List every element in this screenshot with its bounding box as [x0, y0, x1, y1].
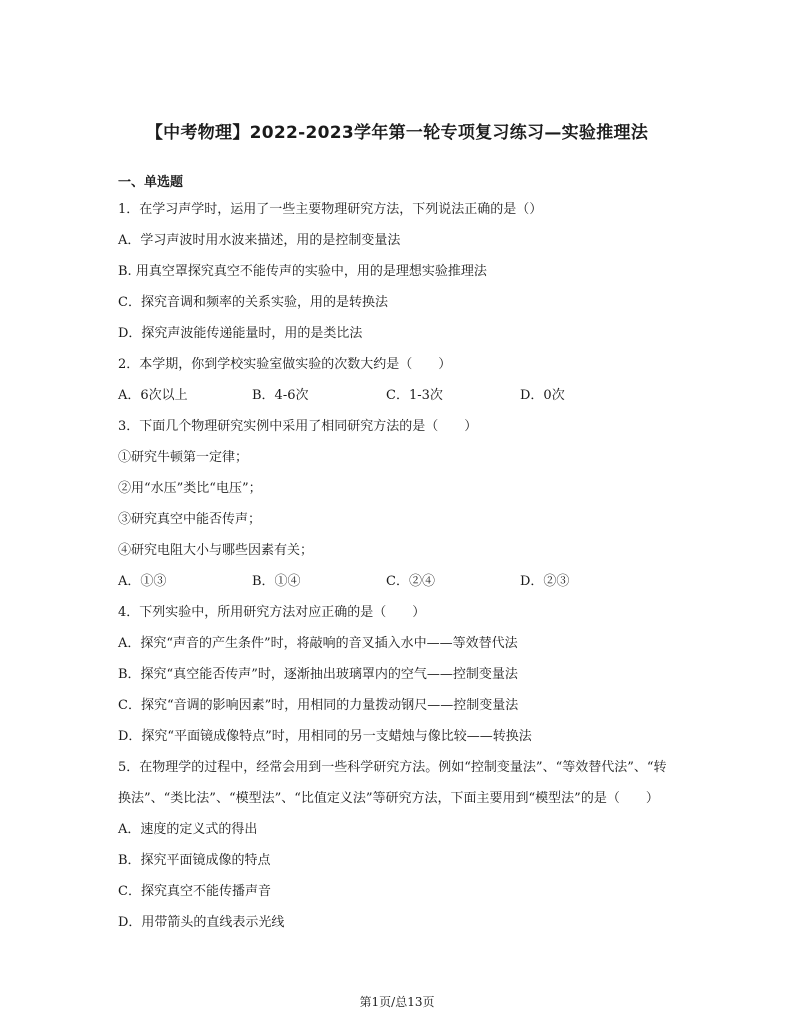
question-3-option-d: D．②③ [520, 574, 570, 589]
question-5-stem-line-2: 换法”、“类比法”、“模型法”、“比值定义法”等研究方法，下面主要用到“模型法”的是（ ） [118, 791, 659, 806]
question-2-option-d: D．0次 [520, 388, 565, 403]
question-4-option-c: C．探究“音调的影响因素”时，用相同的力量拨动钢尺——控制变量法 [118, 698, 519, 713]
question-3-item-1: ①研究牛顿第一定律； [118, 450, 249, 465]
question-3-option-c: C．②④ [386, 574, 435, 589]
question-3-item-2: ②用“水压”类比“电压”； [118, 481, 262, 496]
question-5-option-c: C．探究真空不能传播声音 [118, 884, 271, 899]
question-2-option-b: B．4-6次 [252, 388, 309, 403]
question-2-stem: 2．本学期，你到学校实验室做实验的次数大约是（ ） [118, 357, 452, 372]
section-heading: 一、单选题 [118, 175, 184, 190]
question-5-option-b: B．探究平面镜成像的特点 [118, 853, 271, 868]
question-4-option-d: D．探究“平面镜成像特点”时，用相同的另一支蜡烛与像比较——转换法 [118, 729, 532, 744]
question-1-option-b: B. 用真空罩探究真空不能传声的实验中，用的是理想实验推理法 [118, 264, 487, 279]
question-3-item-3: ③研究真空中能否传声； [118, 512, 262, 527]
question-1-option-c: C．探究音调和频率的关系实验，用的是转换法 [118, 295, 388, 310]
question-3-options [118, 566, 688, 597]
question-5-option-d: D．用带箭头的直线表示光线 [118, 915, 285, 930]
question-1-option-d: D．探究声波能传递能量时，用的是类比法 [118, 326, 363, 341]
question-3-item-4: ④研究电阻大小与哪些因素有关； [118, 543, 314, 558]
question-2-option-a: A．6次以上 [118, 388, 188, 403]
document-title: 【中考物理】2022-2023学年第一轮专项复习练习—实验推理法 [145, 123, 649, 143]
question-2-option-c: C．1-3次 [386, 388, 443, 403]
question-2-options [118, 380, 688, 411]
question-1-stem: 1．在学习声学时，运用了一些主要物理研究方法，下列说法正确的是（） [118, 202, 543, 217]
question-list [118, 172, 688, 938]
question-5-stem-line-1: 5．在物理学的过程中，经常会用到一些科学研究方法。例如“控制变量法”、“等效替代法”、“转 [118, 760, 667, 775]
question-3-option-a: A．①③ [118, 574, 167, 589]
page-footer: 第1页/总13页 [359, 995, 435, 1009]
question-4-stem: 4．下列实验中，所用研究方法对应正确的是（ ） [118, 605, 426, 620]
question-3-stem: 3．下面几个物理研究实例中采用了相同研究方法的是（ ） [118, 419, 478, 434]
question-4-option-a: A．探究“声音的产生条件”时，将敲响的音叉插入水中——等效替代法 [118, 636, 518, 651]
question-3-option-b: B．①④ [252, 574, 301, 589]
question-1-option-a: A．学习声波时用水波来描述，用的是控制变量法 [118, 233, 401, 248]
question-5-option-a: A．速度的定义式的得出 [118, 822, 258, 837]
question-4-option-b: B．探究“真空能否传声”时，逐渐抽出玻璃罩内的空气——控制变量法 [118, 667, 518, 682]
